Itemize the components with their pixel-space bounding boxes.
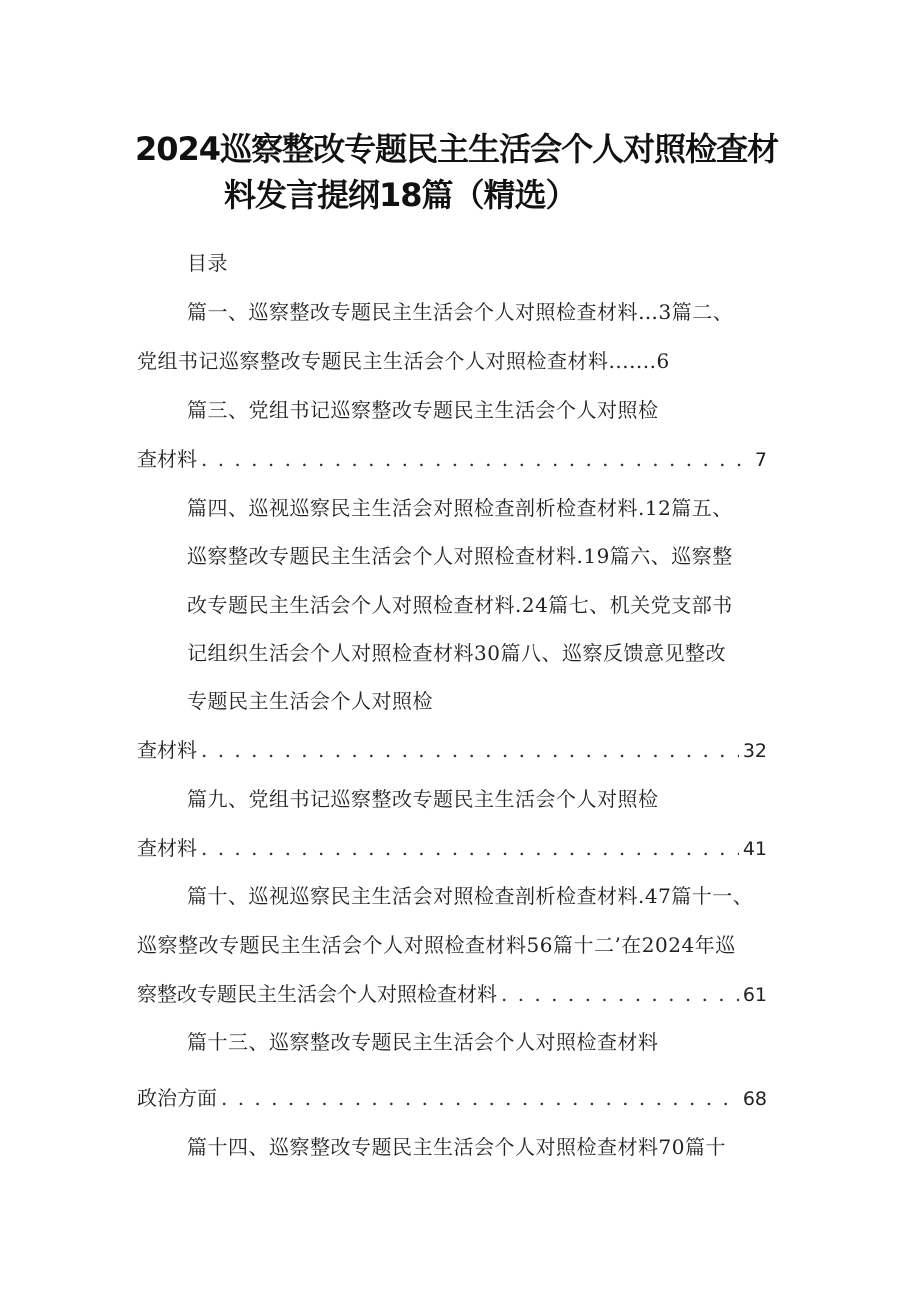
toc-entry-text: 察整改专题民主生活会个人对照检查材料: [137, 982, 497, 1006]
dot-leader: [201, 447, 751, 471]
toc-line: 巡察整改专题民主生活会个人对照检查材料56篇十二’在2024年巡: [137, 933, 736, 957]
dot-leader: [221, 1086, 739, 1110]
toc-line: 篇十三、巡察整改专题民主生活会个人对照检查材料: [187, 1030, 659, 1054]
toc-line: 记组织生活会个人对照检查材料30篇八、巡察反馈意见整改: [187, 641, 726, 665]
toc-entry-text: 查材料: [137, 836, 197, 860]
document-title-line-2: 料发言提纲18篇（精选）: [224, 176, 577, 214]
toc-line: 改专题民主生活会个人对照检查材料.24篇七、机关党支部书: [187, 593, 733, 617]
dot-leader: [201, 836, 739, 860]
toc-line: 党组书记巡察整改专题民主生活会个人对照检查材料.......6: [137, 349, 670, 373]
toc-dotted-entry: [137, 734, 767, 763]
toc-dotted-entry: [137, 978, 767, 1007]
toc-line: 专题民主生活会个人对照检: [187, 689, 433, 713]
toc-page-number: 61: [742, 984, 767, 1006]
toc-line: 篇三、党组书记巡察整改专题民主生活会个人对照检: [187, 398, 659, 422]
dot-leader: [501, 982, 739, 1006]
toc-line: 巡察整改专题民主生活会个人对照检查材料.19篇六、巡察整: [187, 544, 733, 568]
toc-line: 篇九、党组书记巡察整改专题民主生活会个人对照检: [187, 787, 659, 811]
toc-dotted-entry: [137, 443, 767, 472]
toc-entry-text: 查材料: [137, 447, 197, 471]
toc-page-number: 41: [742, 838, 767, 860]
toc-line: 篇四、巡视巡察民主生活会对照检查剖析检查材料.12篇五、: [187, 496, 733, 520]
toc-entry-text: 查材料: [137, 738, 197, 762]
toc-dotted-entry: [137, 1082, 767, 1111]
toc-dotted-entry: [137, 832, 767, 861]
toc-page-number: 32: [742, 740, 767, 762]
toc-entry-text: 政治方面: [137, 1086, 217, 1110]
toc-line: 篇十四、巡察整改专题民主生活会个人对照检查材料70篇十: [187, 1135, 726, 1159]
toc-page-number: 7: [754, 449, 767, 471]
dot-leader: [201, 738, 739, 762]
toc-line: 篇十、巡视巡察民主生活会对照检查剖析检查材料.47篇十一、: [187, 884, 754, 908]
document-title-line-1: 2024巡察整改专题民主生活会个人对照检查材: [135, 130, 779, 168]
toc-line: 篇一、巡察整改专题民主生活会个人对照检查材料…3篇二、: [187, 300, 734, 324]
toc-heading: 目录: [187, 251, 228, 275]
toc-page-number: 68: [742, 1088, 767, 1110]
